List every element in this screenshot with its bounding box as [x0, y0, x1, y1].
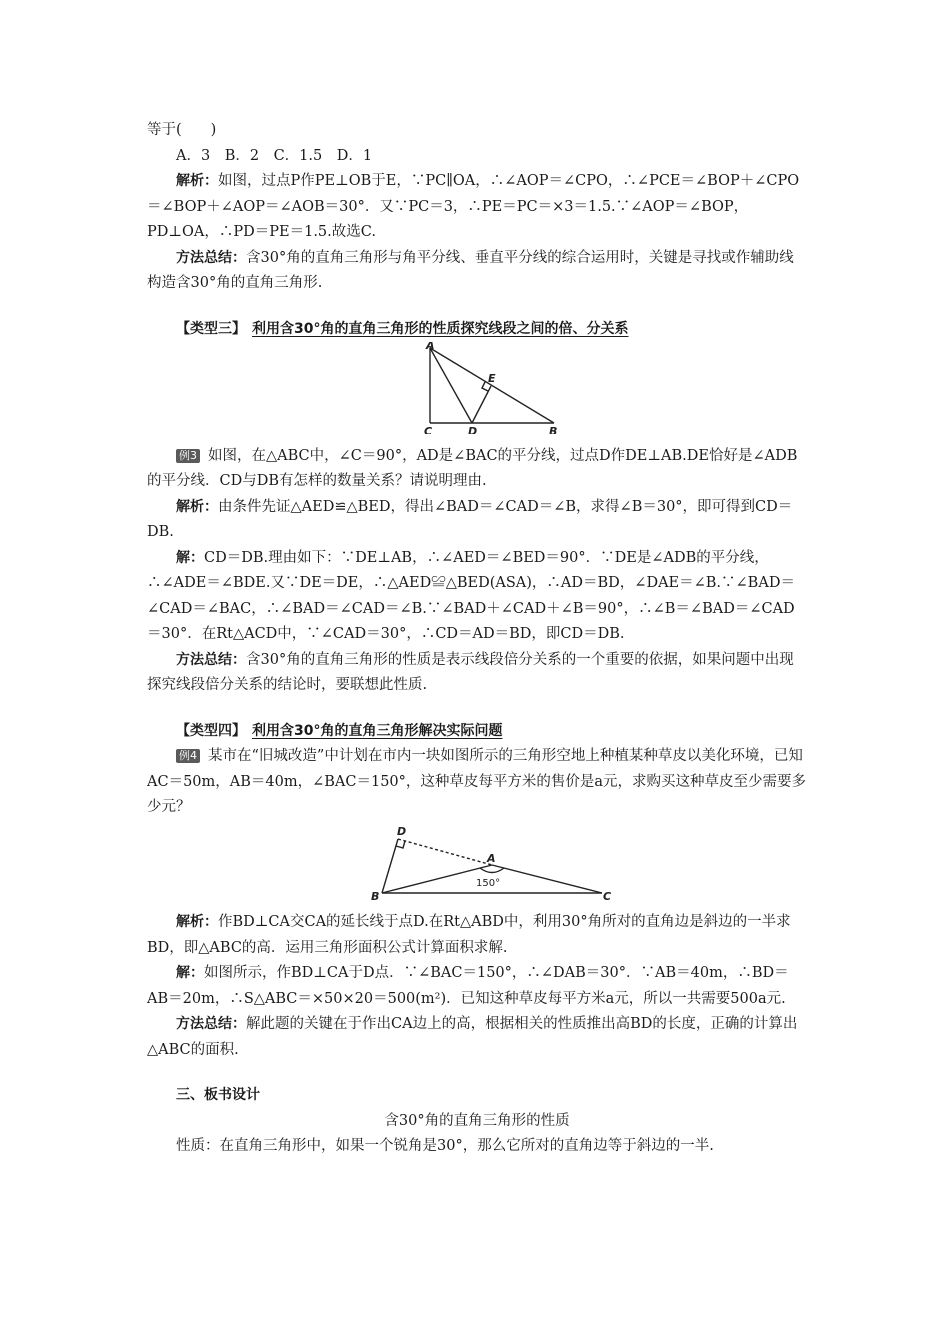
type3-heading	[147, 317, 807, 343]
analysis-label: 解析：	[176, 498, 218, 515]
label-a: A	[426, 342, 435, 352]
solution-text: 如图所示，作BD⊥CA于D点．∵∠BAC＝150°，∴∠DAB＝30°．∵AB＝40m，∴BD＝AB＝20m，∴S△ABC＝×50×20＝500(m²)．已知这种草皮每平方米a元，所以一共需要500a元.	[147, 965, 789, 1007]
label-angle: 150°	[476, 877, 501, 889]
example3-question	[147, 444, 807, 495]
type4-heading	[147, 719, 807, 745]
board-title: 含30°角的直角三角形的性质	[384, 1112, 570, 1129]
analysis-paragraph	[147, 169, 807, 246]
solution-paragraph	[147, 961, 807, 1012]
board-property: 性质：在直角三角形中，如果一个锐角是30°，那么它所对的直角边等于斜边的一半.	[176, 1138, 714, 1154]
document-page	[147, 118, 807, 1160]
example-badge: 例3	[176, 449, 200, 463]
question-stem-end: 等于( )	[147, 122, 217, 138]
solution-text: CD＝DB.理由如下：∵DE⊥AB，∴∠AED＝∠BED＝90°．∵DE是∠ADB的平分线，∴∠ADE＝∠BDE.又∵DE＝DE，∴△AED≌△BED(ASA)，∴AD＝BD，∠DAE＝∠B.∵∠BAD＝∠CAD＝∠BAC，∴∠BAD＝∠CAD＝∠B.∵∠BAD＋∠CAD＋∠B＝90°，∴∠B＝∠BAD＝∠CAD＝30°．在Rt△ACD中，∵∠CAD＝30°，∴CD＝AD＝BD，即CD＝DB.	[147, 549, 795, 642]
summary-paragraph	[147, 246, 807, 297]
label-c: C	[603, 889, 612, 901]
type3-tag: 【类型三】	[176, 320, 246, 337]
analysis-text: 如图，过点P作PE⊥OB于E，∵PC∥OA，∴∠AOP＝∠CPO，∴∠PCE＝∠BOP＋∠CPO＝∠BOP＋∠AOP＝∠AOB＝30°．又∵PC＝3，∴PE＝PC＝×3＝1.5.∵∠AOP＝∠BOP，PD⊥OA，∴PD＝PE＝1.5.故选C.	[147, 173, 800, 240]
label-b: B	[371, 889, 380, 901]
question-options: A．3 B．2 C．1.5 D．1	[176, 147, 373, 164]
label-a: A	[487, 851, 496, 865]
analysis-text: 由条件先证△AED≌△BED，得出∠BAD＝∠CAD＝∠B，求得∠B＝30°，即可得到CD＝DB.	[147, 498, 793, 540]
label-d: D	[468, 425, 478, 434]
triangle-figure-abc	[147, 342, 807, 434]
label-b: B	[549, 425, 558, 434]
summary-text: 含30°角的直角三角形的性质是表示线段倍分关系的一个重要的依据，如果问题中出现探究线段倍分关系的结论时，要联想此性质.	[147, 651, 794, 693]
example-badge: 例4	[176, 749, 200, 763]
analysis-label: 解析：	[176, 914, 218, 930]
type4-tag: 【类型四】	[176, 722, 246, 739]
label-e: E	[488, 372, 496, 385]
triangle-figure-field	[147, 821, 807, 901]
summary-paragraph	[147, 648, 807, 699]
solution-label: 解：	[176, 965, 204, 981]
analysis-text: 作BD⊥CA交CA的延长线于点D.在Rt△ABD中，利用30°角所对的直角边是斜边的一半求BD，即△ABC的高．运用三角形面积公式计算面积求解.	[147, 914, 791, 956]
label-c: C	[424, 425, 433, 434]
summary-text: 含30°角的直角三角形与角平分线、垂直平分线的综合运用时，关键是寻找或作辅助线构造含30°角的直角三角形.	[147, 249, 794, 291]
solution-label: 解：	[176, 549, 204, 566]
section3-heading: 三、板书设计	[176, 1087, 260, 1103]
summary-label: 方法总结：	[176, 249, 246, 266]
example4-question	[147, 744, 807, 821]
label-d: D	[397, 824, 407, 838]
analysis-paragraph	[147, 910, 807, 961]
analysis-paragraph	[147, 495, 807, 546]
solution-paragraph	[147, 546, 807, 648]
summary-label: 方法总结：	[176, 1016, 246, 1032]
summary-text: 解此题的关键在于作出CA边上的高，根据相关的性质推出高BD的长度，正确的计算出△ABC的面积.	[147, 1016, 798, 1058]
example4-text: 某市在“旧城改造”中计划在市内一块如图所示的三角形空地上种植某种草皮以美化环境，已知AC＝50m，AB＝40m，∠BAC＝150°，这种草皮每平方米的售价是a元，求购买这种草皮至少需要多少元？	[147, 748, 807, 815]
summary-paragraph	[147, 1012, 807, 1063]
type4-title: 利用含30°角的直角三角形解决实际问题	[252, 722, 503, 739]
analysis-label: 解析：	[176, 173, 218, 189]
example3-text: 如图，在△ABC中，∠C＝90°，AD是∠BAC的平分线，过点D作DE⊥AB.DE恰好是∠ADB的平分线．CD与DB有怎样的数量关系？请说明理由.	[147, 447, 798, 489]
summary-label: 方法总结：	[176, 651, 246, 668]
type3-title: 利用含30°角的直角三角形的性质探究线段之间的倍、分关系	[252, 320, 629, 337]
